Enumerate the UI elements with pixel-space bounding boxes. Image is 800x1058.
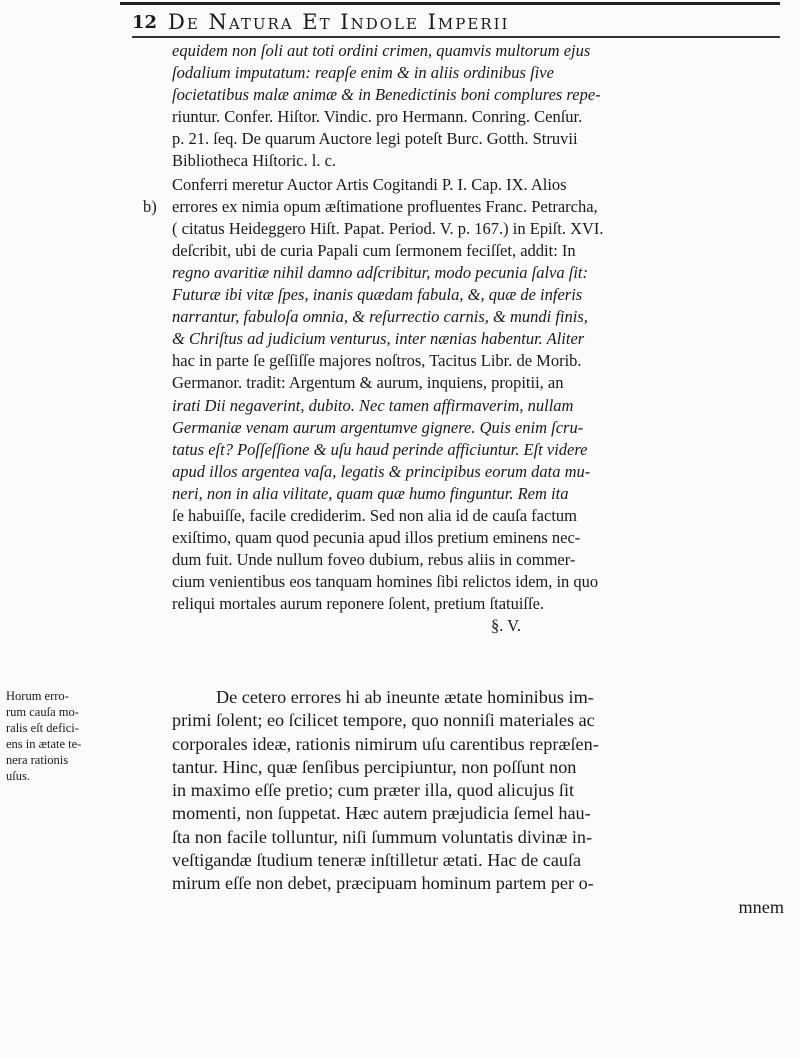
body-line: ſta non facile tolluntur, niſi ſummum voluntatis divinæ in- [172, 826, 593, 847]
body-last-line: mnem [738, 896, 784, 917]
header-rule [132, 36, 780, 38]
margin-note-line: Horum erro- [6, 689, 69, 703]
page-number: 12 [132, 12, 158, 33]
margin-note-line: rum cauſa mo- [6, 705, 79, 719]
body-line: momenti, non ſuppetat. Hæc autem præjudicia ſemel hau- [172, 803, 591, 824]
margin-note-line: ens in ætate te- [6, 737, 82, 751]
body-line: tantur. Hinc, quæ ſenſibus percipiuntur, non poſſunt non [172, 756, 577, 777]
footnote-line: cium venientibus eos tanquam homines ſibi relictos idem, in quo [172, 572, 599, 592]
footnote-line: tatus eſt? Poſſeſſione & uſu haud perinde afficiuntur. Eſt videre [172, 439, 588, 459]
footnote-line: neri, non in alia vilitate, quam quæ humo finguntur. Rem ita [172, 483, 569, 503]
footnote-line: hac in parte ſe geſſiſſe majores noſtros, Tacitus Libr. de Morib. [172, 351, 582, 371]
footnote-line: regno avaritiæ nihil damno adſcribitur, modo pecunia ſalva ſit: [172, 262, 588, 282]
footnote-line: narrantur, fabuloſa omnia, & reſurrectio carnis, & mundi finis, [172, 307, 588, 327]
running-title: De Natura Et Indole Imperii [168, 10, 510, 34]
footnote-line: reliqui mortales aurum reponere ſolent, pretium ſtatuiſſe. [172, 594, 545, 614]
footnote-line: Bibliotheca Hiſtoric. l. c. [172, 151, 337, 171]
footnote-a [172, 40, 780, 638]
footnote-line: ſodalium imputatum: reapſe enim & in aliis ordinibus ſive [172, 63, 554, 83]
footnote-line: exiſtimo, quam quod pecunia apud illos pretium eminens nec- [172, 528, 581, 548]
body-line: De cetero errores hi ab ineunte ætate hominibus im- [216, 687, 594, 707]
page-header [132, 12, 782, 38]
footnote-line: Germanor. tradit: Argentum & aurum, inquiens, propitii, an [172, 373, 564, 393]
margin-note-line: ralis eſt defici- [6, 721, 79, 735]
footnote-line: apud illos argentea vaſa, legatis & principibus eorum data mu- [172, 461, 591, 481]
footnote-line: & Chriſtus ad judicium venturus, inter nænias habentur. Aliter [172, 329, 585, 349]
footnote-line: irati Dii negaverint, dubito. Nec tamen affirmaverim, nullam [172, 395, 574, 415]
footnote-line: p. 21. ſeq. De quarum Auctore legi poteſt Burc. Gotth. Struvii [172, 129, 578, 149]
footnote-line: dum fuit. Unde nullum foveo dubium, rebus aliis in commer- [172, 550, 576, 570]
footnote-line: Germaniæ venam aurum argentumve gignere. Quis enim ſcru- [172, 417, 584, 437]
margin-note [6, 688, 102, 784]
body-line: veſtigandæ ſtudium teneræ inſtilletur ætati. Hac de cauſa [172, 850, 582, 871]
top-rule [120, 2, 780, 5]
footnote-line: riuntur. Confer. Hiſtor. Vindic. pro Hermann. Conring. Cenſur. [172, 107, 583, 127]
section-body [172, 686, 784, 919]
footnote-line: equidem non ſoli aut toti ordini crimen, quamvis multorum ejus [172, 41, 591, 60]
footnote-line: Futuræ ibi vitæ ſpes, inanis quædam fabula, &, quæ de inferis [172, 285, 583, 305]
footnote-b-marker: b) [143, 197, 157, 216]
footnote-line: ſe habuiſſe, facile crediderim. Sed non alia id de cauſa factum [172, 505, 577, 525]
section-mark: §. V. [490, 616, 522, 636]
footnote-line: Conferri meretur Auctor Artis Cogitandi P. I. Cap. IX. Alios [172, 174, 567, 194]
body-line: mirum eſſe non debet, præcipuam hominum partem per o- [172, 873, 594, 894]
margin-note-line: nera rationis [6, 753, 69, 767]
footnote-line: ſocietatibus malæ animæ & in Benedictinis boni complures repe- [172, 85, 601, 105]
body-line: primi ſolent; eo ſcilicet tempore, quo nonniſi materiales ac [172, 710, 595, 731]
footnote-line: deſcribit, ubi de curia Papali cum ſermonem feciſſet, addit: In [172, 240, 576, 260]
footnote-line: ( citatus Heideggero Hiſt. Papat. Period. V. p. 167.) in Epiſt. XVI. [172, 218, 604, 238]
body-line: in maximo eſſe pretio; cum præter illa, quod alicujus ſit [172, 780, 575, 801]
footnote-line: errores ex nimia opum æſtimatione profluentes Franc. Petrarcha, [172, 196, 598, 216]
body-line: corporales ideæ, rationis nimirum uſu carentibus repræſen- [172, 733, 599, 754]
margin-note-line: uſus. [6, 769, 30, 783]
